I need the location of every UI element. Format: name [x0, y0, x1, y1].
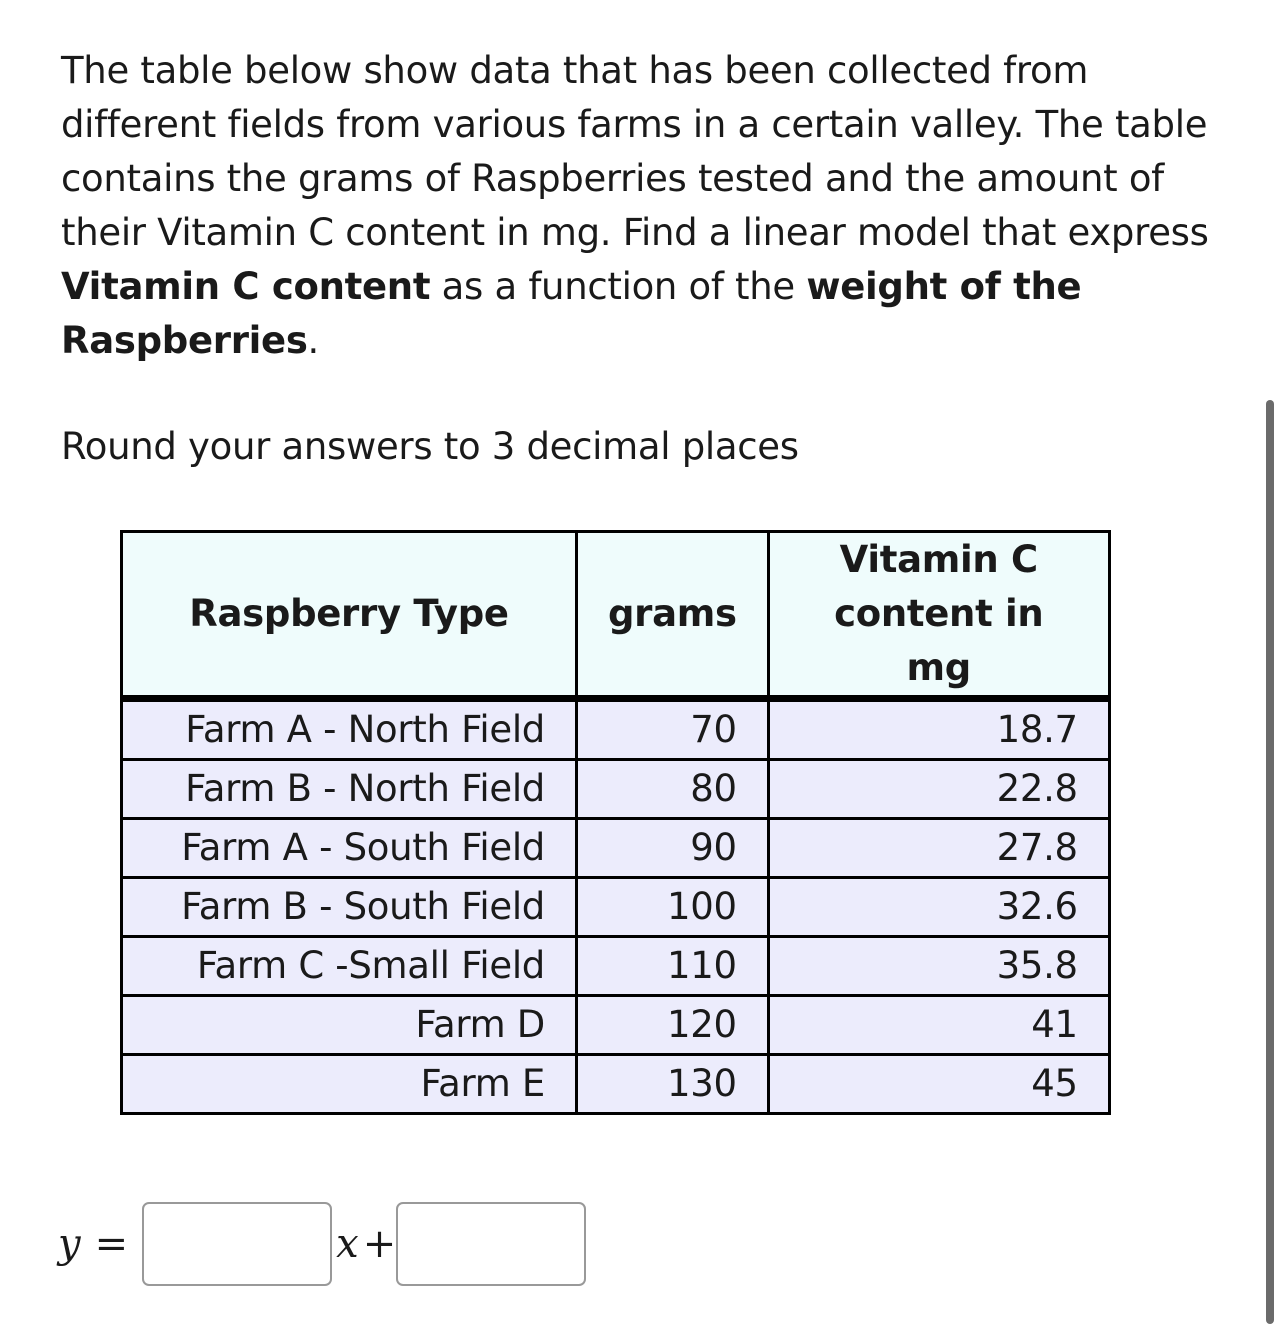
table-row [122, 878, 1110, 937]
cell-vitamin: 41 [768, 996, 1109, 1055]
cell-grams: 110 [577, 937, 769, 996]
header-vitamin-line2: content in mg [834, 592, 1044, 689]
cell-vitamin: 18.7 [768, 699, 1109, 760]
problem-bold-vitamin: Vitamin C content [61, 265, 431, 308]
cell-grams: 70 [577, 699, 769, 760]
table-row [122, 1055, 1110, 1114]
plus-sign: + [362, 1221, 397, 1267]
table-row [122, 699, 1110, 760]
problem-text-3: . [307, 319, 320, 362]
linear-model-answer [58, 1200, 586, 1288]
cell-type: Farm C -Small Field [122, 937, 577, 996]
intercept-input[interactable] [396, 1202, 586, 1286]
cell-vitamin: 32.6 [768, 878, 1109, 937]
cell-vitamin: 27.8 [768, 819, 1109, 878]
x-variable: x [336, 1221, 359, 1267]
vertical-scrollbar[interactable] [1266, 400, 1274, 1324]
cell-grams: 90 [577, 819, 769, 878]
header-raspberry-type: Raspberry Type [122, 532, 577, 699]
table-row [122, 996, 1110, 1055]
cell-type: Farm A - North Field [122, 699, 577, 760]
header-vitamin-line1: Vitamin C [839, 538, 1038, 581]
cell-type: Farm B - South Field [122, 878, 577, 937]
problem-text-1: The table below show data that has been collected from different fields from various farms in a certain valley. The table contains the grams of Raspberries tested and the amount of their Vitamin C content in mg. Find a linear model that express [61, 49, 1209, 254]
header-grams: grams [577, 532, 769, 699]
cell-grams: 130 [577, 1055, 769, 1114]
cell-vitamin: 35.8 [768, 937, 1109, 996]
table-row [122, 937, 1110, 996]
cell-type: Farm B - North Field [122, 760, 577, 819]
cell-vitamin: 45 [768, 1055, 1109, 1114]
equals-sign: = [94, 1221, 129, 1267]
cell-type: Farm E [122, 1055, 577, 1114]
problem-statement [61, 44, 1231, 368]
cell-type: Farm D [122, 996, 577, 1055]
cell-grams: 100 [577, 878, 769, 937]
y-variable: y [58, 1221, 81, 1267]
table-row [122, 819, 1110, 878]
slope-input[interactable] [142, 1202, 332, 1286]
table-header-row [122, 532, 1110, 699]
rounding-instruction: Round your answers to 3 decimal places [61, 425, 799, 468]
cell-grams: 120 [577, 996, 769, 1055]
header-vitamin-c [768, 532, 1109, 699]
problem-bold-weight: weight of the Raspberries [61, 265, 1082, 362]
cell-grams: 80 [577, 760, 769, 819]
problem-text-2: as a function of the [430, 265, 807, 308]
cell-vitamin: 22.8 [768, 760, 1109, 819]
table-row [122, 760, 1110, 819]
cell-type: Farm A - South Field [122, 819, 577, 878]
raspberry-data-table [120, 530, 1111, 1115]
